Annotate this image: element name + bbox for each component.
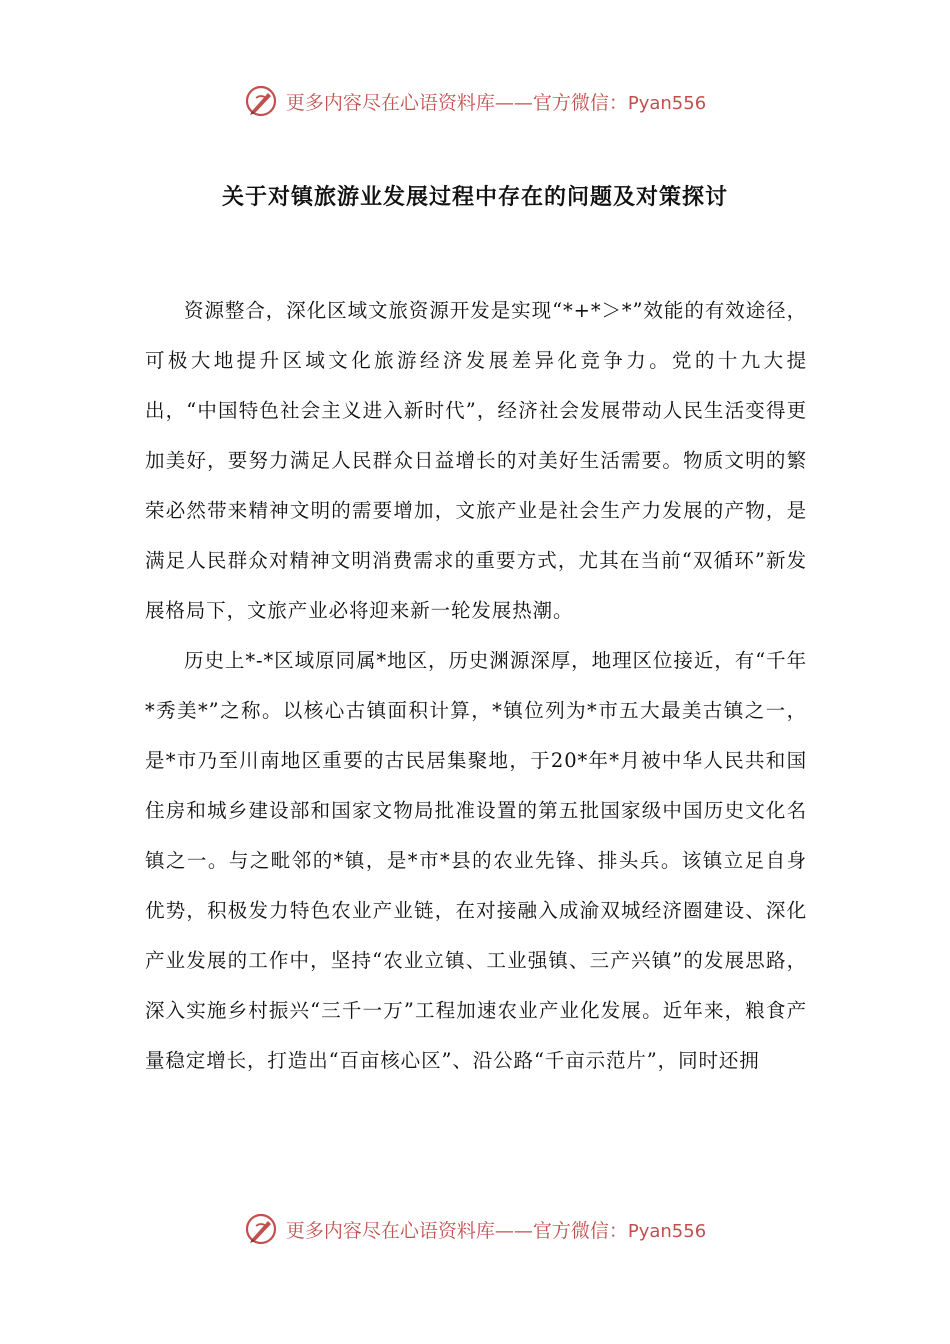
watermark-text xyxy=(286,88,706,115)
document-title: 关于对镇旅游业发展过程中存在的问题及对策探讨 xyxy=(221,185,728,210)
paragraph-1: 资源整合，深化区域文旅资源开发是实现“*+*＞*”效能的有效途径，可极大地提升区域文化旅游经济发展差异化竞争力。党的十九大提出，“中国特色社会主义进入新时代”，经济社会发展带动人民生活变得更加美好，要努力满足人民群众日益增长的对美好生活需要。物质文明的繁荣必然带来精神文明的需要增加，文旅产业是社会生产力发展的产物，是满足人民群众对精神文明消费需求的重要方式，尤其在当前“双循环”新发展格局下，文旅产业必将迎来新一轮发展热潮。 xyxy=(145,299,807,622)
watermark-text xyxy=(286,1216,706,1243)
wechat-id: Pyan556 xyxy=(627,1220,707,1242)
pen-logo-icon xyxy=(244,1212,278,1246)
wechat-id: Pyan556 xyxy=(627,92,707,114)
document-body xyxy=(145,286,807,1086)
watermark-prefix: 更多内容尽在心语资料库——官方微信： xyxy=(285,1219,628,1242)
paragraph-2: 历史上*-*区域原同属*地区，历史渊源深厚，地理区位接近，有“千年*秀美*”之称。以核心古镇面积计算，*镇位列为*市五大最美古镇之一，是*市乃至川南地区重要的古民居集聚地，于20*年*月被中华人民共和国住房和城乡建设部和国家文物局批准设置的第五批国家级中国历史文化名镇之一。与之毗邻的*镇，是*市*县的农业先锋、排头兵。该镇立足自身优势，积极发力特色农业产业链，在对接融入成渝双城经济圈建设、深化产业发展的工作中，坚持“农业立镇、工业强镇、三产兴镇”的发展思路，深入实施乡村振兴“三千一万”工程加速农业产业化发展。近年来，粮食产量稳定增长，打造出“百亩核心区”、沿公路“千亩示范片”，同时还拥 xyxy=(145,649,807,1072)
watermark-header xyxy=(0,84,950,118)
pen-logo-icon xyxy=(244,84,278,118)
watermark-footer xyxy=(0,1212,950,1246)
watermark-prefix: 更多内容尽在心语资料库——官方微信： xyxy=(285,91,628,114)
